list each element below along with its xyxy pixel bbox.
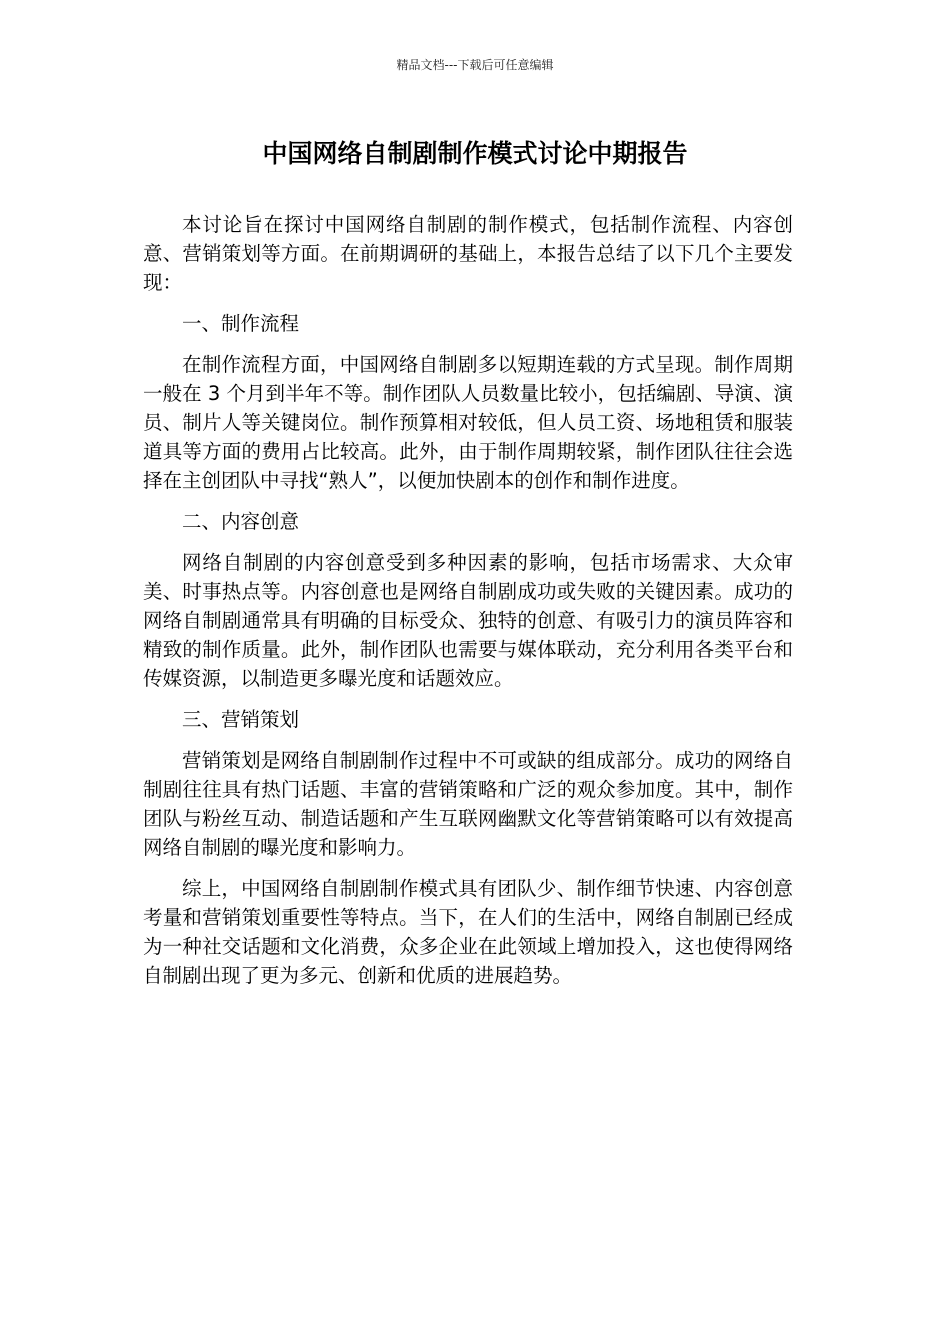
section-heading-production-process: 一、制作流程 — [182, 312, 300, 335]
section-heading-marketing-planning: 三、营销策划 — [182, 708, 300, 731]
section-heading-content-creativity: 二、内容创意 — [182, 510, 300, 533]
running-header: 精品文档---下载后可任意编辑 — [396, 58, 554, 72]
document-title: 中国网络自制剧制作模式讨论中期报告 — [262, 139, 688, 168]
section-paragraph-content-creativity: 网络自制剧的内容创意受到多种因素的影响，包括市场需求、大众审美、时事热点等。内容创意也是网络自制剧成功或失败的关键因素。成功的网络自制剧通常具有明确的目标受众、独特的创意、有吸引力的演员阵容和精致的制作质量。此外，制作团队也需要与媒体联动，充分利用各类平台和传媒资源，以制造更多曝光度和话题效应。 — [143, 551, 793, 690]
section-paragraph-marketing-planning: 营销策划是网络自制剧制作过程中不可或缺的组成部分。成功的网络自制剧往往具有热门话题、丰富的营销策略和广泛的观众参加度。其中，制作团队与粉丝互动、制造话题和产生互联网幽默文化等营销策略可以有效提高网络自制剧的曝光度和影响力。 — [143, 749, 793, 859]
document-body — [143, 210, 793, 1002]
conclusion-paragraph: 综上，中国网络自制剧制作模式具有团队少、制作细节快速、内容创意考量和营销策划重要性等特点。当下，在人们的生活中，网络自制剧已经成为一种社交话题和文化消费，众多企业在此领域上增加投入，这也使得网络自制剧出现了更为多元、创新和优质的进展趋势。 — [143, 877, 793, 987]
section-paragraph-production-process: 在制作流程方面，中国网络自制剧多以短期连载的方式呈现。制作周期一般在 3 个月到半年不等。制作团队人员数量比较小，包括编剧、导演、演员、制片人等关键岗位。制作预算相对较低，但人员工资、场地租赁和服装道具等方面的费用占比较高。此外，由于制作周期较紧，制作团队往往会选择在主创团队中寻找“熟人”，以便加快剧本的创作和制作进度。 — [143, 353, 793, 492]
intro-paragraph: 本讨论旨在探讨中国网络自制剧的制作模式，包括制作流程、内容创意、营销策划等方面。在前期调研的基础上，本报告总结了以下几个主要发现： — [143, 213, 793, 294]
